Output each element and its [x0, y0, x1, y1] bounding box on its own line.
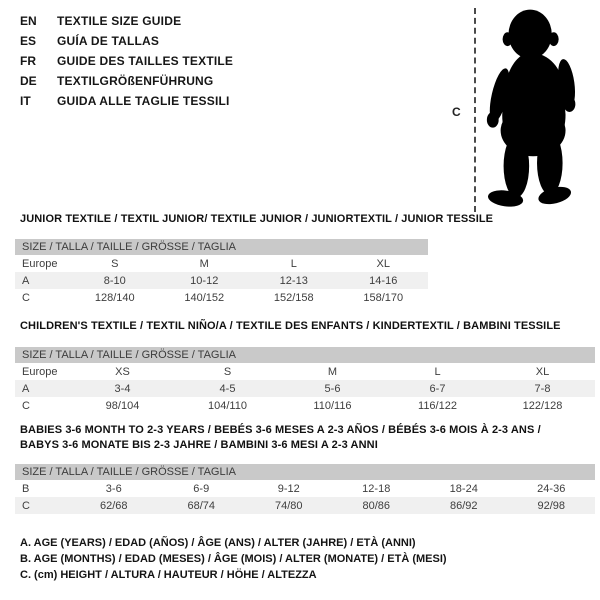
cell: 80/86	[362, 499, 391, 512]
cell: 18-24	[449, 482, 478, 495]
row-label: A	[22, 274, 30, 287]
row-label: C	[22, 499, 30, 512]
cell: 8-10	[103, 274, 126, 287]
row-label: B	[22, 482, 30, 495]
table-header-row	[15, 239, 428, 255]
cell: 5-6	[324, 382, 341, 395]
cell: 128/140	[94, 291, 135, 304]
toddler-silhouette-icon	[479, 4, 597, 214]
table-row	[15, 272, 428, 289]
row-label: Europe	[22, 257, 58, 270]
children-size-table	[15, 347, 595, 414]
cell: L	[434, 365, 441, 378]
cell: XL	[376, 257, 390, 270]
cell: 12-13	[279, 274, 308, 287]
size-header-cell: SIZE / TALLA / TAILLE / GRÖSSE / TAGLIA	[15, 239, 428, 255]
cell: M	[199, 257, 209, 270]
lang-row-fr	[20, 51, 233, 71]
babies-section-title	[20, 423, 541, 453]
lang-row-de	[20, 71, 233, 91]
lang-code: IT	[20, 94, 31, 108]
table-header-row	[15, 464, 595, 480]
cell: 140/152	[184, 291, 225, 304]
cell: 14-16	[369, 274, 398, 287]
cell: 7-8	[534, 382, 551, 395]
cell: 3-6	[105, 482, 122, 495]
size-header-cell: SIZE / TALLA / TAILLE / GRÖSSE / TAGLIA	[15, 464, 595, 480]
cell: 158/170	[363, 291, 404, 304]
lang-title: GUÍA DE TALLAS	[57, 34, 160, 48]
lang-row-es	[20, 31, 233, 51]
lang-row-en	[20, 11, 233, 31]
cell: 3-4	[114, 382, 131, 395]
cell: M	[327, 365, 338, 378]
cell: XL	[535, 365, 550, 378]
table-row	[15, 397, 595, 414]
table-row	[15, 497, 595, 514]
lang-code: ES	[20, 34, 37, 48]
table-row	[15, 480, 595, 497]
row-label: C	[22, 399, 30, 412]
note-height-cm: C. (cm) HEIGHT / ALTURA / HAUTEUR / HÖHE / ALTEZZA	[20, 569, 317, 581]
cell: S	[111, 257, 119, 270]
note-age-years: A. AGE (YEARS) / EDAD (AÑOS) / ÂGE (ANS) / ALTER (JAHRE) / ETÀ (ANNI)	[20, 537, 416, 549]
cell: 122/128	[522, 399, 563, 412]
row-label: A	[22, 382, 30, 395]
cell: 74/80	[274, 499, 303, 512]
cell: 86/92	[449, 499, 478, 512]
lang-title: TEXTILE SIZE GUIDE	[57, 14, 182, 28]
cell: 62/68	[99, 499, 128, 512]
cell: 10-12	[190, 274, 219, 287]
cell: L	[290, 257, 297, 270]
row-label: Europe	[22, 365, 58, 378]
cell: 110/116	[313, 399, 352, 412]
cell: 12-18	[362, 482, 391, 495]
lang-code: EN	[20, 14, 37, 28]
table-row	[15, 380, 595, 397]
language-title-block	[20, 11, 233, 111]
cell: 24-36	[537, 482, 566, 495]
babies-title-line1: BABIES 3-6 MONTH TO 2-3 YEARS / BEBÉS 3-6 MESES A 2-3 AÑOS / BÉBÉS 3-6 MOIS À 2-3 ANS /	[20, 424, 541, 436]
table-row	[15, 289, 428, 306]
lang-title: TEXTILGRÖßENFÜHRUNG	[57, 74, 214, 88]
lang-code: DE	[20, 74, 37, 88]
cell: 68/74	[187, 499, 216, 512]
cell: S	[223, 365, 232, 378]
table-row	[15, 363, 595, 380]
children-section-title: CHILDREN'S TEXTILE / TEXTIL NIÑO/A / TEXTILE DES ENFANTS / KINDERTEXTIL / BAMBINI TESSILE	[20, 320, 561, 332]
cell: 4-5	[219, 382, 236, 395]
lang-row-it	[20, 91, 233, 111]
cell: 6-7	[429, 382, 446, 395]
height-measure-dashed-line	[474, 8, 476, 212]
cell: 98/104	[105, 399, 140, 412]
legend-notes	[20, 535, 447, 583]
table-row	[15, 255, 428, 272]
lang-title: GUIDA ALLE TAGLIE TESSILI	[57, 94, 230, 108]
height-measure-label: C	[452, 105, 461, 119]
cell: 104/110	[208, 399, 247, 412]
babies-size-table	[15, 464, 595, 514]
cell: 92/98	[537, 499, 566, 512]
cell: 116/122	[418, 399, 457, 412]
cell: 6-9	[193, 482, 210, 495]
lang-code: FR	[20, 54, 36, 68]
junior-section-title: JUNIOR TEXTILE / TEXTIL JUNIOR/ TEXTILE JUNIOR / JUNIORTEXTIL / JUNIOR TESSILE	[20, 213, 494, 225]
cell: XS	[115, 365, 130, 378]
babies-title-line2: BABYS 3-6 MONATE BIS 2-3 JAHRE / BAMBINI 3-6 MESI A 2-3 ANNI	[20, 439, 378, 451]
cell: 152/158	[273, 291, 314, 304]
table-header-row	[15, 347, 595, 363]
row-label: C	[22, 291, 30, 304]
size-header-cell: SIZE / TALLA / TAILLE / GRÖSSE / TAGLIA	[15, 347, 595, 363]
note-age-months: B. AGE (MONTHS) / EDAD (MESES) / ÂGE (MOIS) / ALTER (MONATE) / ETÀ (MESI)	[20, 553, 447, 565]
cell: 9-12	[277, 482, 300, 495]
junior-size-table	[15, 239, 428, 306]
lang-title: GUIDE DES TAILLES TEXTILE	[57, 54, 234, 68]
